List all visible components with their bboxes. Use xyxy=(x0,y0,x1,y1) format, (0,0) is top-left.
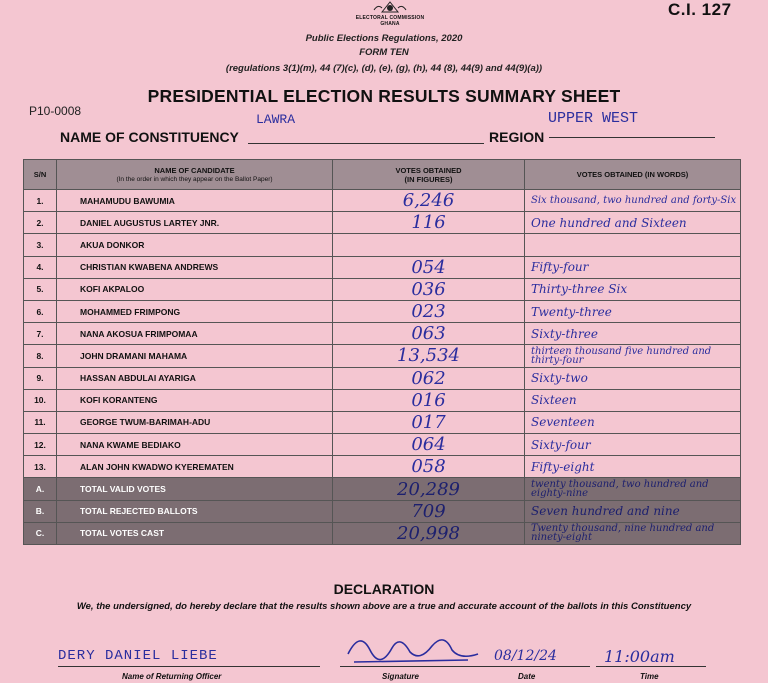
row-sn: 1. xyxy=(24,190,57,212)
candidate-name: NANA AKOSUA FRIMPOMAA xyxy=(57,323,333,345)
votes-figures: 016 xyxy=(333,389,525,411)
votes-words: thirteen thousand five hundred and thirty-four xyxy=(525,345,741,367)
candidate-row xyxy=(24,411,741,433)
candidate-row xyxy=(24,389,741,411)
votes-figures: 064 xyxy=(333,434,525,456)
row-sn: 6. xyxy=(24,300,57,322)
header-sn: S/N xyxy=(24,160,57,190)
row-sn: 10. xyxy=(24,389,57,411)
candidate-name: ALAN JOHN KWADWO KYEREMATEN xyxy=(57,456,333,478)
candidate-row xyxy=(24,234,741,256)
total-row xyxy=(24,478,741,500)
votes-figures: 6,246 xyxy=(333,190,525,212)
candidate-row xyxy=(24,323,741,345)
votes-figures: 062 xyxy=(333,367,525,389)
row-sn: 13. xyxy=(24,456,57,478)
row-sn: C. xyxy=(24,522,57,544)
declaration-text: We, the undersigned, do hereby declare that the results shown above are a true and accurate account of the ballots in this Constituency xyxy=(76,601,692,612)
candidate-name: MOHAMMED FRIMPONG xyxy=(57,300,333,322)
declaration-time: 11:00am xyxy=(604,647,675,666)
row-sn: 9. xyxy=(24,367,57,389)
candidate-name: KOFI KORANTENG xyxy=(57,389,333,411)
candidate-row xyxy=(24,190,741,212)
officer-label: Name of Returning Officer xyxy=(122,672,222,681)
votes-figures: 017 xyxy=(333,411,525,433)
regulations-title: Public Elections Regulations, 2020 xyxy=(305,33,463,44)
row-sn: A. xyxy=(24,478,57,500)
votes-words: Seven hundred and nine xyxy=(525,500,741,522)
declaration-date: 08/12/24 xyxy=(494,648,557,664)
form-code: P10-0008 xyxy=(29,104,82,118)
region-line xyxy=(549,137,715,138)
candidate-row xyxy=(24,300,741,322)
header-words: VOTES OBTAINED (IN WORDS) xyxy=(525,160,741,190)
candidate-name: AKUA DONKOR xyxy=(57,234,333,256)
votes-words: Sixteen xyxy=(525,389,741,411)
officer-name: DERY DANIEL LIEBE xyxy=(58,648,218,664)
row-sn: B. xyxy=(24,500,57,522)
row-sn: 4. xyxy=(24,256,57,278)
votes-figures xyxy=(333,234,525,256)
votes-words: Sixty-four xyxy=(525,434,741,456)
date-line xyxy=(490,666,590,667)
votes-words: Thirty-three Six xyxy=(525,278,741,300)
votes-figures: 023 xyxy=(333,300,525,322)
candidate-row xyxy=(24,345,741,367)
header-name: NAME OF CANDIDATE (In the order in which they appear on the Ballot Paper) xyxy=(57,160,333,190)
candidate-name: HASSAN ABDULAI AYARIGA xyxy=(57,367,333,389)
candidate-name: DANIEL AUGUSTUS LARTEY JNR. xyxy=(57,212,333,234)
total-row xyxy=(24,500,741,522)
votes-words: Twenty thousand, nine hundred and ninety-eight xyxy=(525,522,741,544)
votes-words: Sixty-three xyxy=(525,323,741,345)
time-label: Time xyxy=(640,672,659,681)
constituency-value: LAWRA xyxy=(256,112,296,127)
candidate-name: GEORGE TWUM-BARIMAH-ADU xyxy=(57,411,333,433)
row-sn: 5. xyxy=(24,278,57,300)
votes-figures: 063 xyxy=(333,323,525,345)
results-table xyxy=(23,159,741,545)
regulation-refs: (regulations 3(1)(m), 44 (7)(c), (d), (e), (g), (h), 44 (8), 44(9) and 44(9)(a)) xyxy=(225,63,543,74)
candidate-row xyxy=(24,256,741,278)
ci-number: C.I. 127 xyxy=(668,0,732,19)
commission-name: ELECTORAL COMMISSION GHANA xyxy=(355,15,425,27)
votes-words: Fifty-eight xyxy=(525,456,741,478)
row-sn: 12. xyxy=(24,434,57,456)
constituency-line xyxy=(248,143,484,144)
form-name: FORM TEN xyxy=(359,47,409,58)
row-sn: 8. xyxy=(24,345,57,367)
constituency-label: NAME OF CONSTITUENCY xyxy=(60,129,239,145)
candidate-row xyxy=(24,278,741,300)
votes-figures: 058 xyxy=(333,456,525,478)
signature-label: Signature xyxy=(382,672,419,681)
votes-words: Sixty-two xyxy=(525,367,741,389)
votes-words: Six thousand, two hundred and forty-Six xyxy=(525,190,741,212)
votes-figures: 20,998 xyxy=(333,522,525,544)
votes-words: Twenty-three xyxy=(525,300,741,322)
candidate-row xyxy=(24,212,741,234)
votes-words: twenty thousand, two hundred and eighty-nine xyxy=(525,478,741,500)
total-label: TOTAL REJECTED BALLOTS xyxy=(57,500,333,522)
total-label: TOTAL VOTES CAST xyxy=(57,522,333,544)
votes-figures: 709 xyxy=(333,500,525,522)
region-label: REGION xyxy=(489,129,545,145)
votes-figures: 116 xyxy=(333,212,525,234)
candidate-row xyxy=(24,456,741,478)
total-row xyxy=(24,522,741,544)
row-sn: 2. xyxy=(24,212,57,234)
votes-words: Seventeen xyxy=(525,411,741,433)
votes-figures: 054 xyxy=(333,256,525,278)
declaration-title: DECLARATION xyxy=(333,581,435,597)
row-sn: 11. xyxy=(24,411,57,433)
candidate-name: MAHAMUDU BAWUMIA xyxy=(57,190,333,212)
candidate-name: JOHN DRAMANI MAHAMA xyxy=(57,345,333,367)
votes-figures: 13,534 xyxy=(333,345,525,367)
votes-words xyxy=(525,234,741,256)
candidate-name: CHRISTIAN KWABENA ANDREWS xyxy=(57,256,333,278)
officer-signature xyxy=(340,624,490,670)
officer-line xyxy=(58,666,320,667)
signature-line xyxy=(340,666,500,667)
votes-words: One hundred and Sixteen xyxy=(525,212,741,234)
region-value: UPPER WEST xyxy=(548,110,639,127)
votes-words: Fifty-four xyxy=(525,256,741,278)
total-label: TOTAL VALID VOTES xyxy=(57,478,333,500)
time-line xyxy=(596,666,706,667)
header-figures: VOTES OBTAINED (IN FIGURES) xyxy=(333,160,525,190)
candidate-row xyxy=(24,434,741,456)
row-sn: 3. xyxy=(24,234,57,256)
votes-figures: 036 xyxy=(333,278,525,300)
document-title: PRESIDENTIAL ELECTION RESULTS SUMMARY SHEET xyxy=(147,86,621,106)
candidate-name: KOFI AKPALOO xyxy=(57,278,333,300)
candidate-row xyxy=(24,367,741,389)
coat-of-arms-icon xyxy=(368,0,412,14)
votes-figures: 20,289 xyxy=(333,478,525,500)
row-sn: 7. xyxy=(24,323,57,345)
candidate-name: NANA KWAME BEDIAKO xyxy=(57,434,333,456)
date-label: Date xyxy=(518,672,536,681)
